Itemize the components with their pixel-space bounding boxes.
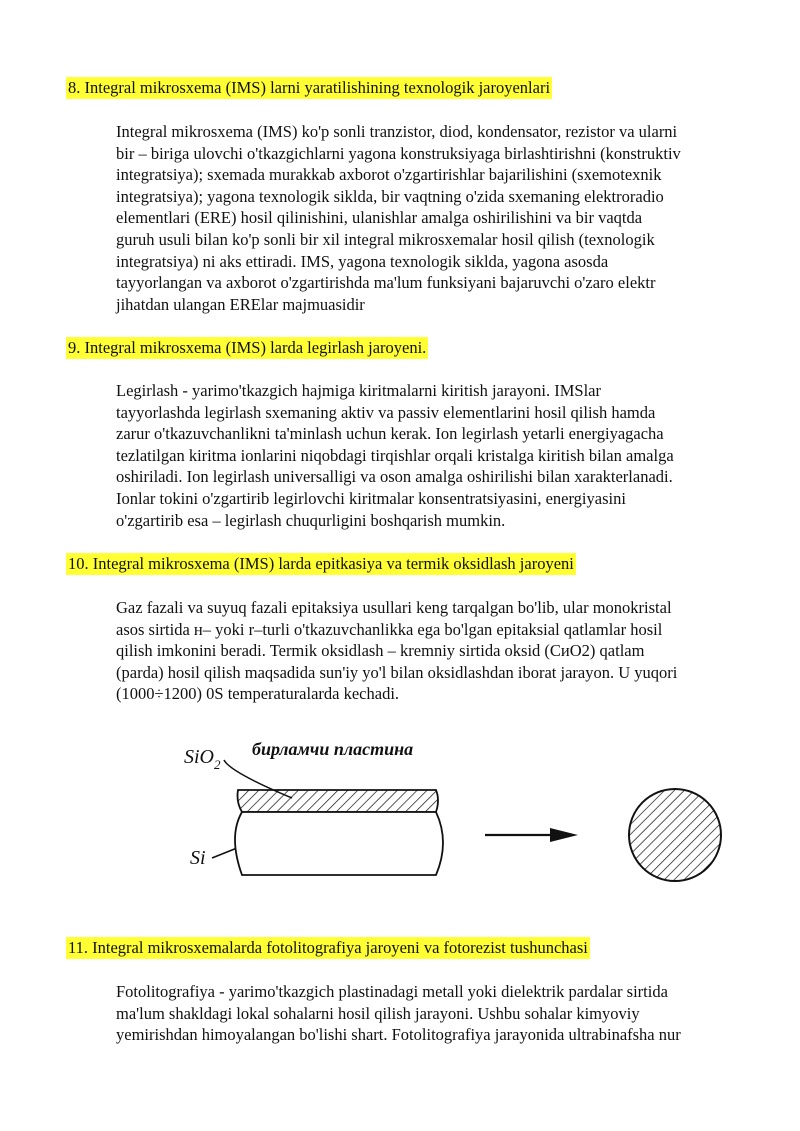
section-8-paragraph [116, 121, 681, 315]
paragraph-line: tayyorlashda legirlash sxemaning aktiv va passiv elementlarini hosil qilish hamda [116, 402, 656, 422]
paragraph-line: qilish imkonini beradi. Termik oksidlash – kremniy sirtida oksid (СиO2) qatlam [116, 641, 645, 661]
paragraph-line: zarur o'tkazuvchanlikni ta'minlash uchun kerak. Ion legirlash yetarli energiyagacha [116, 424, 664, 444]
paragraph-line: elementlari (ERE) hosil qilinishini, ulanishlar amalga oshirilishini va bir vaqtda [116, 208, 643, 228]
paragraph-line: Ionlar tokini o'zgartirib legirlovchi kiritmalar konsentratsiyasini, energiyasini [116, 488, 626, 508]
paragraph-line: o'zgartirib esa – legirlash chuqurligini boshqarish mumkin. [116, 510, 506, 530]
si-label: Si [190, 847, 206, 869]
paragraph-line: bir – biriga ulovchi o'tkazgichlarni yagona konstruksiyaga birlashtirishni (konstruktiv [116, 143, 681, 163]
paragraph-line: asos sirtida н– yoki r–turli o'tkazuvchanlikka ega bo'lgan epitaksial qatlamlar hosil [116, 619, 663, 639]
paragraph-line: ma'lum shakldagi lokal sohalarni hosil qilish jarayoni. Ushbu sohalar kimyoviy [116, 1003, 640, 1023]
paragraph-line: integratsiya); sxemada murakkab axborot o'zgartirishlar bajarilishini (sxemotexnik [116, 165, 662, 185]
paragraph-line: Legirlash - yarimo'tkazgich hajmiga kiritmalarni kiritish jarayoni. IMSlar [116, 381, 602, 400]
wafer-diagram [170, 730, 730, 905]
paragraph-line: tezlatilgan kiritma ionlarini niqobdagi tirqishlar orqali kristalga kiritish bilan amalga [116, 445, 674, 465]
paragraph-line: (parda) hosil qilish maqsadida sun'iy yo'l bilan oksidlashdan iborat jarayon. U yuqori [116, 662, 678, 682]
paragraph-line: jihatdan ulangan ERElar majmuasidir [116, 294, 365, 314]
arrow-right-icon [550, 828, 578, 842]
paragraph-line: oshiriladi. Ion legirlash universalligi va oson amalga oshirilishi bilan xarakterlanadi. [116, 467, 673, 487]
sio2-label: SiO$_2$ [184, 746, 221, 772]
section-9-heading: 9. Integral mikrosxema (IMS) larda legirlash jaroyeni. [68, 338, 427, 357]
section-8-heading: 8. Integral mikrosxema (IMS) larni yaratilishining texnologik jaroyenlari [68, 78, 551, 97]
section-9-paragraph [116, 380, 674, 531]
section-10-heading: 10. Integral mikrosxema (IMS) larda epitkasiya va termik oksidlash jaroyeni [68, 554, 574, 573]
paragraph-line: (1000÷1200) 0S temperaturalarda kechadi. [116, 684, 400, 704]
paragraph-line: tayyorlangan va axborot o'zgartirishda ma'lum funksiyani bajaruvchi o'zaro elektr [116, 273, 656, 293]
paragraph-line: integratsiya); yagona texnologik siklda, bir vaqtning o'zida sxemaning elektroradio [116, 186, 664, 206]
paragraph-line: integratsiya) ni aks ettiradi. IMS, yagona texnologik siklda, yagona asosda [116, 251, 609, 271]
paragraph-line: Integral mikrosxema (IMS) ko'p sonli tranzistor, diod, kondensator, rezistor va ularni [116, 122, 678, 141]
section-11-heading: 11. Integral mikrosxemalarda fotolitografiya jaroyeni va fotorezist tushunchasi [68, 938, 588, 957]
figure-caption: бирламчи пластина [252, 739, 414, 759]
section-10-paragraph [116, 597, 677, 705]
silicon-body [235, 812, 443, 875]
section-11-paragraph [116, 981, 681, 1046]
oxidation-figure [170, 730, 730, 905]
oxide-layer [238, 790, 439, 812]
paragraph-line: Gaz fazali va suyuq fazali epitaksiya usullari keng tarqalgan bo'lib, ular monokristal [116, 598, 672, 617]
paragraph-line: Fotolitografiya - yarimo'tkazgich plastinadagi metall yoki dielektrik pardalar sirtida [116, 982, 668, 1001]
paragraph-line: yemirishdan himoyalangan bo'lishi shart. Fotolitografiya jarayonida ultrabinafsha nur [116, 1025, 681, 1045]
paragraph-line: guruh usuli bilan ko'p sonli bir xil integral mikrosxemalar hosil qilish (texnologik [116, 229, 655, 249]
